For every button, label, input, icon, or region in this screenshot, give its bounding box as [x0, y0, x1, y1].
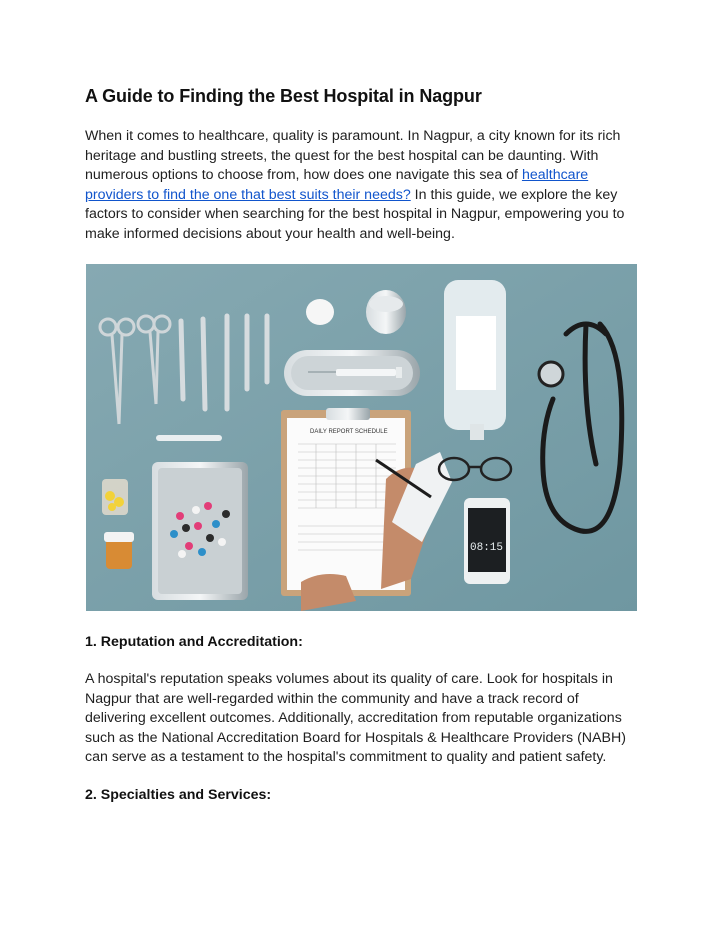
healthcare-providers-link[interactable]: healthcare providers to find the one that best suits their needs? — [85, 167, 589, 203]
syringe-tray-icon — [284, 350, 420, 396]
section-heading-specialties: 2. Specialties and Services: — [85, 787, 272, 803]
iv-bag-icon — [444, 280, 506, 440]
section-body-reputation: A hospital's reputation speaks volumes about its quality of care. Look for hospitals in Nagpur that are well-regarded within the community and have a track record of delivering excellent outcomes. Additionally, accreditation from reputable organizations such as the National Accreditation Board for Hospitals & Healthcare Providers (NABH) can serve as a testament to the hospital's commitment to quality and patient safety. — [85, 671, 626, 766]
intro-text-before-link: When it comes to healthcare, quality is paramount. In Nagpur, a city known for its rich heritage and bustling streets, the quest for the best hospital can be daunting. With numerous options to choose from, how does one navigate this sea of — [85, 128, 621, 184]
page-title: A Guide to Finding the Best Hospital in Nagpur — [85, 86, 482, 106]
intro-paragraph — [85, 127, 635, 245]
thermometer-icon — [156, 435, 222, 441]
section-heading-reputation: 1. Reputation and Accreditation: — [85, 634, 303, 650]
clipboard-heading: DAILY REPORT SCHEDULE — [310, 429, 388, 435]
medical-tools-photo — [86, 264, 637, 611]
pill-tray-icon — [152, 462, 248, 600]
smartphone-icon — [464, 498, 510, 584]
phone-time: 08:15 — [470, 542, 504, 554]
intro-text-after-link: In this guide, we explore the key factors to consider when searching for the best hospital in Nagpur, empowering you to make informed decisions about your health and well-being. — [85, 186, 625, 242]
